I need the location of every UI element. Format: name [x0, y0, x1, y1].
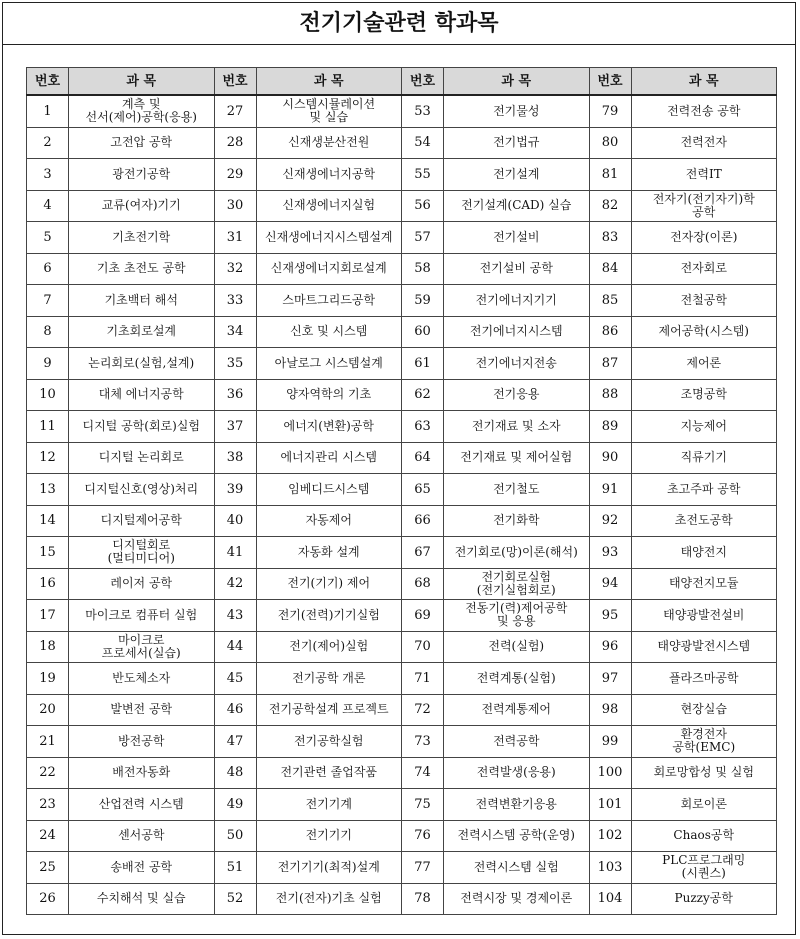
table-row [27, 442, 777, 474]
course-name: 회로망합성 및 실험 [631, 757, 777, 789]
table-row [27, 789, 777, 821]
header-subject: 과 목 [444, 68, 590, 96]
course-name: 회로이론 [631, 789, 777, 821]
course-number: 74 [402, 757, 444, 789]
course-name: 제어론 [631, 348, 777, 380]
course-name: 송배전 공학 [69, 852, 215, 884]
course-number: 46 [214, 694, 256, 726]
course-name: 수치해석 및 실습 [69, 883, 215, 915]
course-number: 87 [589, 348, 631, 380]
course-name: 마이크로 프로세서(실습) [69, 631, 215, 663]
course-name: 전기(기기) 제어 [256, 568, 402, 600]
course-name: 전력전자 [631, 127, 777, 159]
course-name: 자동화 설계 [256, 537, 402, 569]
table-row [27, 537, 777, 569]
table-row [27, 474, 777, 506]
course-name: 전기응용 [444, 379, 590, 411]
course-number: 88 [589, 379, 631, 411]
course-number: 68 [402, 568, 444, 600]
course-name: 전기공학 개론 [256, 663, 402, 695]
course-number: 37 [214, 411, 256, 443]
course-number: 69 [402, 600, 444, 632]
course-name: 디지털 논리회로 [69, 442, 215, 474]
course-number: 45 [214, 663, 256, 695]
course-name: 전력변환기응용 [444, 789, 590, 821]
table-row [27, 222, 777, 254]
course-name: 전기물성 [444, 95, 590, 127]
course-number: 77 [402, 852, 444, 884]
course-name: 자동제어 [256, 505, 402, 537]
course-name: 태양광발전시스템 [631, 631, 777, 663]
course-number: 72 [402, 694, 444, 726]
course-name: 센서공학 [69, 820, 215, 852]
course-number: 80 [589, 127, 631, 159]
table-row [27, 631, 777, 663]
course-name: 전력IT [631, 159, 777, 191]
course-number: 8 [27, 316, 69, 348]
course-name: 전기에너지기기 [444, 285, 590, 317]
course-number: 53 [402, 95, 444, 127]
course-number: 54 [402, 127, 444, 159]
course-number: 99 [589, 726, 631, 758]
page-title: 전기기술관련 학과목 [3, 3, 795, 45]
course-name: 반도체소자 [69, 663, 215, 695]
course-name: Chaos공학 [631, 820, 777, 852]
course-name: 초고주파 공학 [631, 474, 777, 506]
course-number: 40 [214, 505, 256, 537]
course-name: 발변전 공학 [69, 694, 215, 726]
course-number: 102 [589, 820, 631, 852]
table-row [27, 726, 777, 758]
course-number: 70 [402, 631, 444, 663]
table-row [27, 883, 777, 915]
course-number: 29 [214, 159, 256, 191]
course-name: 전기공학설계 프로젝트 [256, 694, 402, 726]
header-subject: 과 목 [256, 68, 402, 96]
course-number: 67 [402, 537, 444, 569]
course-number: 50 [214, 820, 256, 852]
course-number: 6 [27, 253, 69, 285]
course-name: 플라즈마공학 [631, 663, 777, 695]
course-name: 전력시장 및 경제이론 [444, 883, 590, 915]
course-number: 7 [27, 285, 69, 317]
table-row [27, 95, 777, 127]
course-name: 논리회로(실험,설계) [69, 348, 215, 380]
header-subject: 과 목 [631, 68, 777, 96]
course-number: 94 [589, 568, 631, 600]
table-row [27, 820, 777, 852]
course-number: 65 [402, 474, 444, 506]
course-number: 15 [27, 537, 69, 569]
course-number: 100 [589, 757, 631, 789]
course-number: 64 [402, 442, 444, 474]
course-number: 101 [589, 789, 631, 821]
course-number: 35 [214, 348, 256, 380]
course-name: Puzzy공학 [631, 883, 777, 915]
course-name: 기초백터 해석 [69, 285, 215, 317]
course-number: 97 [589, 663, 631, 695]
course-name: 양자역학의 기초 [256, 379, 402, 411]
course-name: 전기에너지시스템 [444, 316, 590, 348]
course-number: 55 [402, 159, 444, 191]
course-number: 18 [27, 631, 69, 663]
course-name: 초전도공학 [631, 505, 777, 537]
course-name: 태양전지 [631, 537, 777, 569]
course-name: 신재생에너지회로설계 [256, 253, 402, 285]
table-row [27, 757, 777, 789]
course-number: 41 [214, 537, 256, 569]
course-name: 신재생에너지실험 [256, 190, 402, 222]
course-number: 85 [589, 285, 631, 317]
course-number: 38 [214, 442, 256, 474]
table-row [27, 411, 777, 443]
course-number: 62 [402, 379, 444, 411]
course-number: 24 [27, 820, 69, 852]
course-number: 3 [27, 159, 69, 191]
course-name: 전기회로실험 (전기실험회로) [444, 568, 590, 600]
course-name: 광전기공학 [69, 159, 215, 191]
course-name: 제어공학(시스템) [631, 316, 777, 348]
course-name: 신재생분산전원 [256, 127, 402, 159]
course-name: 현장실습 [631, 694, 777, 726]
course-number: 16 [27, 568, 69, 600]
course-number: 78 [402, 883, 444, 915]
course-name: 마이크로 컴퓨터 실험 [69, 600, 215, 632]
table-row [27, 127, 777, 159]
course-number: 73 [402, 726, 444, 758]
course-name: 전기화학 [444, 505, 590, 537]
course-name: 전기법규 [444, 127, 590, 159]
course-number: 4 [27, 190, 69, 222]
header-subject: 과 목 [69, 68, 215, 96]
course-number: 10 [27, 379, 69, 411]
course-name: 전력(실험) [444, 631, 590, 663]
course-number: 63 [402, 411, 444, 443]
course-number: 43 [214, 600, 256, 632]
course-number: 56 [402, 190, 444, 222]
header-number: 번호 [214, 68, 256, 96]
course-name: 전기공학실험 [256, 726, 402, 758]
course-name: 전력전송 공학 [631, 95, 777, 127]
course-name: 방전공학 [69, 726, 215, 758]
course-number: 98 [589, 694, 631, 726]
course-number: 51 [214, 852, 256, 884]
course-name: 전기재료 및 제어실험 [444, 442, 590, 474]
course-number: 2 [27, 127, 69, 159]
course-number: 32 [214, 253, 256, 285]
course-name: 시스템시뮬레이션 및 실습 [256, 95, 402, 127]
table-row [27, 316, 777, 348]
course-number: 34 [214, 316, 256, 348]
header-number: 번호 [589, 68, 631, 96]
table-row [27, 348, 777, 380]
course-name: 전자기(전기자기)학 공학 [631, 190, 777, 222]
document-frame [2, 2, 796, 935]
course-number: 89 [589, 411, 631, 443]
course-name: 전기설비 공학 [444, 253, 590, 285]
table-row [27, 285, 777, 317]
course-name: 조명공학 [631, 379, 777, 411]
course-name: 전기(제어)실험 [256, 631, 402, 663]
course-name: 교류(여자)기기 [69, 190, 215, 222]
course-name: 배전자동화 [69, 757, 215, 789]
course-number: 23 [27, 789, 69, 821]
table-row [27, 159, 777, 191]
course-number: 49 [214, 789, 256, 821]
course-name: 전기(전력)기기실험 [256, 600, 402, 632]
course-name: 신재생에너지공학 [256, 159, 402, 191]
course-number: 20 [27, 694, 69, 726]
course-number: 86 [589, 316, 631, 348]
course-name: 레이저 공학 [69, 568, 215, 600]
course-number: 92 [589, 505, 631, 537]
course-number: 31 [214, 222, 256, 254]
course-name: 전자장(이론) [631, 222, 777, 254]
course-number: 84 [589, 253, 631, 285]
course-name: 임베디드시스템 [256, 474, 402, 506]
course-table-body [27, 95, 777, 915]
table-row [27, 663, 777, 695]
course-name: 전철공학 [631, 285, 777, 317]
course-number: 11 [27, 411, 69, 443]
course-number: 52 [214, 883, 256, 915]
course-name: 디지털회로 (멀티미디어) [69, 537, 215, 569]
course-number: 25 [27, 852, 69, 884]
course-number: 104 [589, 883, 631, 915]
course-name: 대체 에너지공학 [69, 379, 215, 411]
course-number: 81 [589, 159, 631, 191]
course-name: 직류기기 [631, 442, 777, 474]
course-name: 전력발생(응용) [444, 757, 590, 789]
course-name: 전기회로(망)이론(해석) [444, 537, 590, 569]
table-row [27, 505, 777, 537]
course-name: 전동기(력)제어공학 및 응용 [444, 600, 590, 632]
course-number: 27 [214, 95, 256, 127]
course-name: 전력공학 [444, 726, 590, 758]
course-name: 신재생에너지시스템설계 [256, 222, 402, 254]
course-name: 전기(전자)기초 실험 [256, 883, 402, 915]
course-number: 22 [27, 757, 69, 789]
course-table [26, 67, 777, 915]
course-name: 아날로그 시스템설계 [256, 348, 402, 380]
course-name: 고전압 공학 [69, 127, 215, 159]
course-number: 1 [27, 95, 69, 127]
course-number: 66 [402, 505, 444, 537]
course-number: 44 [214, 631, 256, 663]
table-header-row [27, 68, 777, 96]
header-number: 번호 [402, 68, 444, 96]
course-name: 전력계통제어 [444, 694, 590, 726]
course-number: 59 [402, 285, 444, 317]
course-name: 전기재료 및 소자 [444, 411, 590, 443]
course-name: 태양전지모듈 [631, 568, 777, 600]
course-number: 60 [402, 316, 444, 348]
course-name: 전자회로 [631, 253, 777, 285]
course-name: 디지털제어공학 [69, 505, 215, 537]
course-number: 71 [402, 663, 444, 695]
course-name: 스마트그리드공학 [256, 285, 402, 317]
course-name: 기초회로설계 [69, 316, 215, 348]
course-name: 전력계통(실험) [444, 663, 590, 695]
course-name: PLC프로그래밍 (시퀀스) [631, 852, 777, 884]
course-name: 전기설비 [444, 222, 590, 254]
course-name: 계측 및 선서(제어)공학(응용) [69, 95, 215, 127]
course-name: 전기관련 졸업작품 [256, 757, 402, 789]
course-name: 지능제어 [631, 411, 777, 443]
course-number: 13 [27, 474, 69, 506]
course-number: 90 [589, 442, 631, 474]
course-name: 전기철도 [444, 474, 590, 506]
course-number: 82 [589, 190, 631, 222]
course-name: 전기에너지전송 [444, 348, 590, 380]
course-number: 75 [402, 789, 444, 821]
course-name: 디지털신호(영상)처리 [69, 474, 215, 506]
course-number: 83 [589, 222, 631, 254]
course-name: 전기설계 [444, 159, 590, 191]
course-name: 전기설계(CAD) 실습 [444, 190, 590, 222]
course-number: 26 [27, 883, 69, 915]
course-number: 76 [402, 820, 444, 852]
course-number: 5 [27, 222, 69, 254]
course-number: 14 [27, 505, 69, 537]
table-row [27, 568, 777, 600]
course-name: 기초 초전도 공학 [69, 253, 215, 285]
course-number: 91 [589, 474, 631, 506]
course-number: 19 [27, 663, 69, 695]
course-name: 신호 및 시스템 [256, 316, 402, 348]
course-number: 9 [27, 348, 69, 380]
course-number: 93 [589, 537, 631, 569]
course-name: 에너지(변환)공학 [256, 411, 402, 443]
course-number: 103 [589, 852, 631, 884]
course-number: 12 [27, 442, 69, 474]
course-name: 전력시스템 실험 [444, 852, 590, 884]
course-number: 58 [402, 253, 444, 285]
table-row [27, 190, 777, 222]
course-number: 95 [589, 600, 631, 632]
course-name: 태양광발전설비 [631, 600, 777, 632]
course-number: 21 [27, 726, 69, 758]
table-row [27, 600, 777, 632]
course-number: 39 [214, 474, 256, 506]
course-number: 28 [214, 127, 256, 159]
course-number: 30 [214, 190, 256, 222]
table-row [27, 694, 777, 726]
course-name: 전기기계 [256, 789, 402, 821]
course-name: 환경전자 공학(EMC) [631, 726, 777, 758]
course-number: 48 [214, 757, 256, 789]
course-number: 96 [589, 631, 631, 663]
course-number: 61 [402, 348, 444, 380]
course-name: 에너지관리 시스템 [256, 442, 402, 474]
table-row [27, 852, 777, 884]
course-number: 17 [27, 600, 69, 632]
course-name: 디지털 공학(회로)실험 [69, 411, 215, 443]
course-number: 36 [214, 379, 256, 411]
course-name: 전기기기(최적)설계 [256, 852, 402, 884]
table-row [27, 379, 777, 411]
course-name: 전기기기 [256, 820, 402, 852]
course-number: 47 [214, 726, 256, 758]
course-number: 33 [214, 285, 256, 317]
header-number: 번호 [27, 68, 69, 96]
course-name: 기초전기학 [69, 222, 215, 254]
course-name: 전력시스템 공학(운영) [444, 820, 590, 852]
course-number: 57 [402, 222, 444, 254]
course-number: 42 [214, 568, 256, 600]
course-number: 79 [589, 95, 631, 127]
table-row [27, 253, 777, 285]
course-name: 산업전력 시스템 [69, 789, 215, 821]
